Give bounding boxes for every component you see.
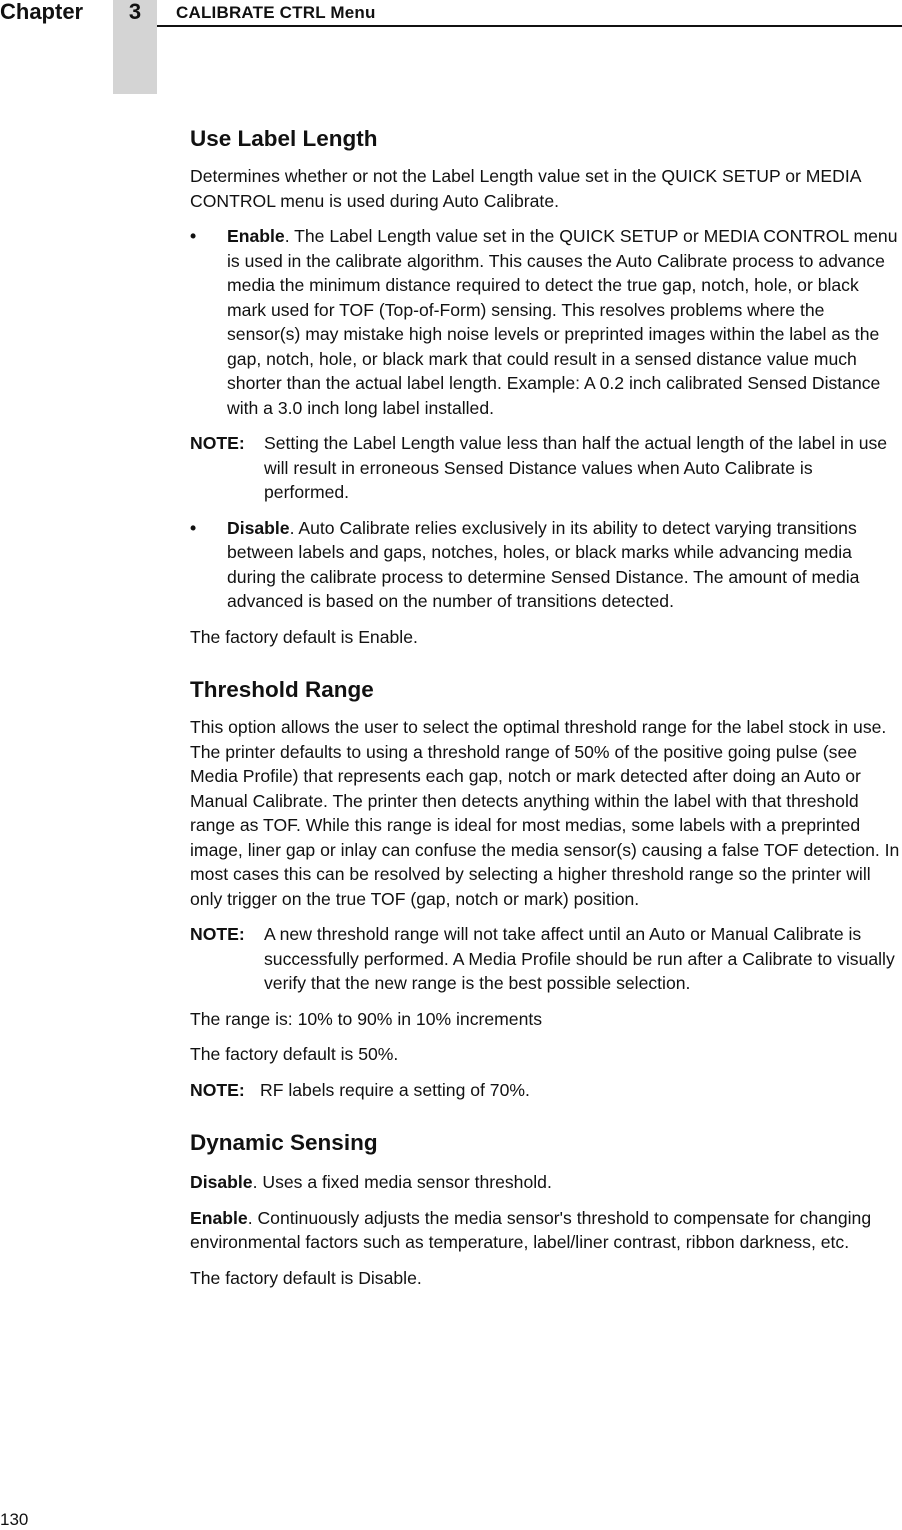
header-rule <box>157 25 902 27</box>
note-text: RF labels require a setting of 70%. <box>260 1079 530 1100</box>
threshold-range-values: The range is: 10% to 90% in 10% increments <box>190 1008 543 1029</box>
page-number: 130 <box>0 1510 29 1529</box>
heading-threshold-range: Threshold Range <box>190 677 374 702</box>
note-label: NOTE: <box>190 1079 245 1100</box>
threshold-body: This option allows the user to select the optimal threshold range for the label stock in use. The printer defaults to using a threshold range of 50% of the positive going pulse (see Media Profile) that represents each gap, notch or mark detected after doing an Auto or Manual Calibrate. The printer then detects anything within the label with that threshold range as TOF. While this range is ideal for most medias, some labels with a preprinted image, liner gap or inlay can confuse the media sensor(s) causing a false TOF detection. In most cases this can be resolved by selecting a higher threshold range so the printer will only trigger on the true TOF (gap, notch or mark) position. <box>190 717 900 909</box>
label-length-note <box>190 431 900 505</box>
note-text: A new threshold range will not take affect until an Auto or Manual Calibrate is successfully performed. A Media Profile should be run after a Calibrate to visually verify that the new range is the best possible selection. <box>264 924 895 993</box>
disable-term: Disable <box>227 517 290 538</box>
disable-text: . Auto Calibrate relies exclusively in its ability to detect varying transitions between labels and gaps, notches, holes, or black marks while advancing media during the calibrate process to determine Sensed Distance. The amount of media advanced is based on the number of transitions detected. <box>227 517 860 611</box>
dynamic-enable <box>190 1206 900 1255</box>
chapter-tab <box>113 0 157 94</box>
page-content <box>190 124 900 1301</box>
section-dynamic-sensing <box>190 1128 900 1290</box>
dynamic-enable-term: Enable <box>190 1207 248 1228</box>
dynamic-disable-term: Disable <box>190 1172 253 1192</box>
threshold-note-1 <box>190 922 900 996</box>
note-label: NOTE: <box>190 433 245 453</box>
threshold-note-2 <box>190 1078 900 1103</box>
disable-bullet <box>190 516 900 614</box>
dynamic-disable-text: . Uses a fixed media sensor threshold. <box>252 1172 552 1192</box>
bullet-icon: • <box>190 517 197 538</box>
section-use-label-length <box>190 124 900 649</box>
chapter-number: 3 <box>128 0 142 24</box>
enable-bullet <box>190 224 900 420</box>
threshold-default: The factory default is 50%. <box>190 1044 399 1064</box>
label-length-default: The factory default is Enable. <box>190 626 418 647</box>
section-threshold-range <box>190 675 900 1102</box>
enable-term: Enable <box>227 226 285 246</box>
enable-text: . The Label Length value set in the QUICK SETUP or MEDIA CONTROL menu is used in the calibrate algorithm. This causes the Auto Calibrate process to advance media the minimum distance required to detect the true gap, notch, hole, or black mark used for TOF (Top-of-Form) sensing. This resolves problems where the sensor(s) may mistake high noise levels or preprinted images within the label as the gap, notch, hole, or black mark that could result in a sensed distance value much shorter than the actual label length. Example: A 0.2 inch calibrated Sensed Distance with a 3.0 inch long label installed. <box>227 226 898 418</box>
dynamic-default: The factory default is Disable. <box>190 1267 422 1288</box>
heading-use-label-length: Use Label Length <box>190 126 378 151</box>
label-length-intro: Determines whether or not the Label Length value set in the QUICK SETUP or MEDIA CONTROL menu is used during Auto Calibrate. <box>190 166 861 211</box>
bullet-icon: • <box>190 226 197 246</box>
chapter-label: Chapter <box>0 0 84 24</box>
note-text: Setting the Label Length value less than half the actual length of the label in use will result in erroneous Sensed Distance values when Auto Calibrate is performed. <box>264 433 888 502</box>
dynamic-disable <box>190 1170 900 1195</box>
note-label: NOTE: <box>190 924 245 944</box>
running-title: CALIBRATE CTRL Menu <box>176 3 376 22</box>
heading-dynamic-sensing: Dynamic Sensing <box>190 1130 378 1155</box>
dynamic-enable-text: . Continuously adjusts the media sensor's threshold to compensate for changing environmental factors such as temperature, label/liner contrast, ribbon darkness, etc. <box>190 1207 872 1252</box>
